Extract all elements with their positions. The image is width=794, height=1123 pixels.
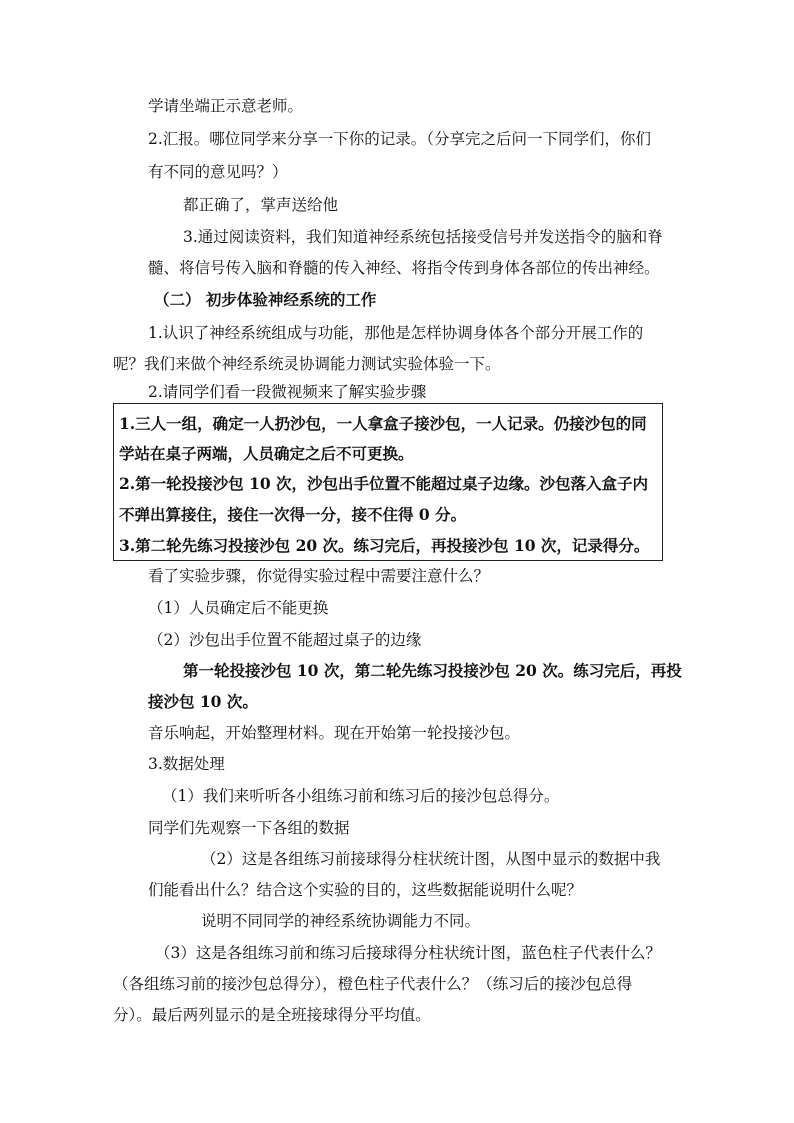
text-line: 3.数据处理 xyxy=(148,755,225,773)
step-line: 3.第二轮先练习投接沙包 20 次。练习完后，再投接沙包 10 次，记录得分。 xyxy=(119,536,650,555)
section-heading: （二） 初步体验神经系统的工作 xyxy=(154,290,377,309)
text-line: 呢？我们来做个神经系统灵协调能力测试实验体验一下。 xyxy=(113,355,501,373)
text-line: 们能看出什么？结合这个实验的目的，这些数据能说明什么呢？ xyxy=(148,881,583,899)
text-line: 音乐响起，开始整理材料。现在开始第一轮投接沙包。 xyxy=(148,724,521,742)
text-line: 分）。最后两列显示的是全班接球得分平均值。 xyxy=(113,1006,431,1024)
emphasis-line: 第一轮投接沙包 10 次，第二轮先练习投接沙包 20 次。练习完后，再投 xyxy=(183,661,682,680)
text-line: （3）这是各组练习前和练习后接球得分柱状统计图，蓝色柱子代表什么？ xyxy=(155,944,661,962)
text-line: （2）这是各组练习前接球得分柱状统计图，从图中显示的数据中我 xyxy=(201,850,661,868)
text-line: 看了实验步骤，你觉得实验过程中需要注意什么？ xyxy=(148,567,490,585)
text-line: （各组练习前的接沙包总得分），橙色柱子代表什么？（练习后的接沙包总得 xyxy=(113,975,633,993)
text-line: （1）人员确定后不能更换 xyxy=(148,599,329,617)
text-line: 说明不同同学的神经系统协调能力不同。 xyxy=(201,912,481,930)
text-line: 都正确了，掌声送给他 xyxy=(183,196,339,214)
step-line: 1.三人一组，确定一人扔沙包，一人拿盒子接沙包，一人记录。仍接沙包的同 xyxy=(119,414,647,433)
text-line: （2）沙包出手位置不能超过桌子的边缘 xyxy=(148,631,422,649)
step-line: 2.第一轮投接沙包 10 次，沙包出手位置不能超过桌子边缘。沙包落入盒子内 xyxy=(119,474,649,493)
text-line: 2.请同学们看一段微视频来了解实验步骤 xyxy=(148,383,427,401)
step-line: 不弹出算接住，接住一次得一分，接不住得 0 分。 xyxy=(119,505,467,524)
text-line: 同学们先观察一下各组的数据 xyxy=(148,819,350,837)
text-line: 髓、将信号传入脑和脊髓的传入神经、将指令传到身体各部位的传出神经。 xyxy=(148,259,660,277)
emphasis-line: 接沙包 10 次。 xyxy=(148,692,258,711)
text-line: 2.汇报。哪位同学来分享一下你的记录。（分享完之后问一下同学们，你们 xyxy=(148,130,652,148)
text-line: （1）我们来听听各小组练习前和练习后的接沙包总得分。 xyxy=(162,787,560,805)
step-line: 学站在桌子两端，人员确定之后不可更换。 xyxy=(119,444,414,463)
text-line: 3.通过阅读资料，我们知道神经系统包括接受信号并发送指令的脑和脊 xyxy=(183,228,663,246)
text-line: 学请坐端正示意老师。 xyxy=(148,97,304,115)
text-line: 1.认识了神经系统组成与功能，那他是怎样协调身体各个部分开展工作的 xyxy=(148,324,644,342)
text-line: 有不同的意见吗？） xyxy=(148,163,288,181)
